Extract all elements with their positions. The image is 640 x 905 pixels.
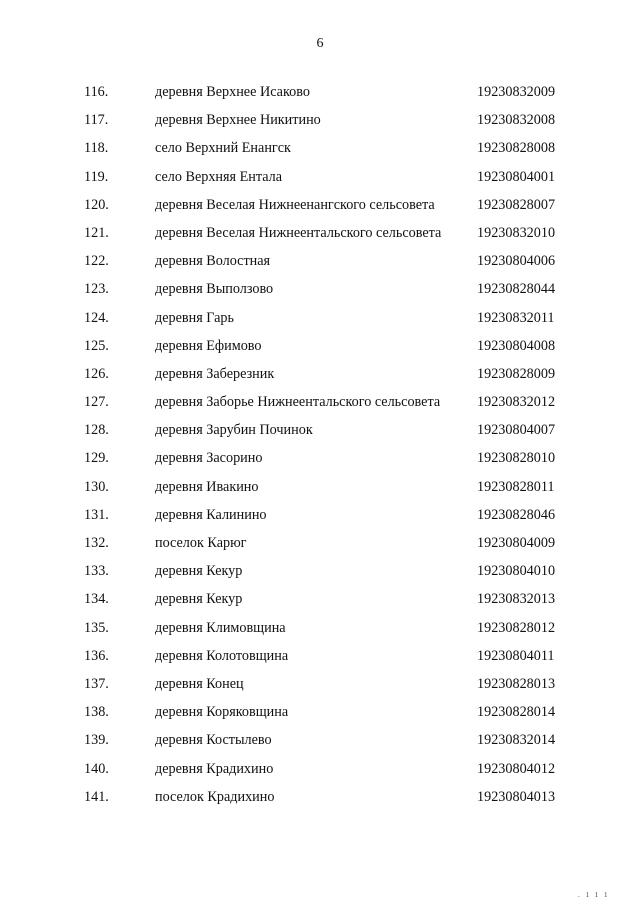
item-number: 136. — [84, 647, 109, 664]
settlement-code: 19230828011 — [477, 478, 555, 495]
settlement-name: поселок Карюг — [155, 535, 247, 551]
list-item — [0, 702, 640, 730]
list-item — [0, 589, 640, 617]
list-item — [0, 82, 640, 110]
list-item — [0, 364, 640, 392]
item-number: 119. — [84, 168, 109, 185]
settlement-code: 19230832012 — [477, 394, 556, 411]
settlement-name: деревня Заберезник — [155, 365, 275, 382]
item-number: 130. — [84, 478, 109, 495]
list-item — [0, 195, 640, 223]
settlement-code: 19230832010 — [477, 224, 556, 241]
settlement-code: 19230804001 — [477, 168, 556, 185]
item-number: 134. — [84, 591, 109, 608]
list-item — [0, 533, 640, 561]
settlement-code: 19230804011 — [477, 647, 555, 664]
item-number: 121. — [84, 224, 109, 241]
list-item — [0, 448, 640, 476]
list-item — [0, 110, 640, 138]
settlement-name: деревня Засорино — [155, 450, 263, 467]
settlement-code: 19230804006 — [477, 253, 556, 270]
settlement-code: 19230804010 — [477, 563, 556, 580]
settlement-name: деревня Верхнее Исаково — [155, 84, 310, 100]
list-item — [0, 308, 640, 336]
settlement-code: 19230832008 — [477, 112, 556, 129]
settlement-name: деревня Колотовщина — [155, 647, 289, 664]
list-item — [0, 251, 640, 279]
list-item — [0, 279, 640, 307]
list-item — [0, 674, 640, 702]
list-item — [0, 618, 640, 646]
settlement-code: 19230828007 — [477, 196, 556, 213]
item-number: 117. — [84, 112, 109, 129]
item-number: 138. — [84, 704, 109, 721]
settlement-name: деревня Калинино — [155, 506, 267, 523]
item-number: 141. — [84, 788, 109, 805]
item-number: 137. — [84, 675, 109, 692]
settlement-name: село Верхний Енангск — [155, 140, 291, 157]
scan-marks: . 1 1 1 — [578, 891, 610, 899]
settlement-name: деревня Зарубин Починок — [155, 422, 313, 439]
settlement-name: деревня Выползово — [155, 281, 274, 298]
item-number: 135. — [84, 619, 109, 636]
list-item — [0, 223, 640, 251]
settlement-name: деревня Волостная — [155, 253, 271, 270]
settlement-code: 19230804007 — [477, 422, 556, 439]
settlement-name: деревня Климовщина — [155, 619, 286, 636]
item-number: 124. — [84, 309, 109, 326]
settlement-code: 19230828010 — [477, 450, 556, 467]
item-number: 128. — [84, 422, 109, 439]
list-item — [0, 420, 640, 448]
settlement-name: деревня Коряковщина — [155, 704, 289, 721]
settlement-code: 19230828044 — [477, 281, 556, 298]
settlement-name: деревня Верхнее Никитино — [155, 112, 321, 129]
list-item — [0, 787, 640, 815]
list-item — [0, 392, 640, 420]
settlement-code: 19230828012 — [477, 619, 556, 636]
settlement-name: деревня Веселая Нижнеенангского сельсовета — [155, 196, 435, 213]
item-number: 116. — [84, 84, 109, 100]
item-number: 127. — [84, 394, 109, 411]
settlement-code: 19230804009 — [477, 535, 556, 551]
item-number: 140. — [84, 760, 109, 777]
settlement-list — [0, 82, 640, 815]
settlement-name: деревня Гарь — [155, 309, 234, 326]
settlement-name: поселок Крадихино — [155, 788, 275, 805]
settlement-code: 19230804012 — [477, 760, 556, 777]
item-number: 129. — [84, 450, 109, 467]
item-number: 131. — [84, 506, 109, 523]
settlement-code: 19230828013 — [477, 675, 556, 692]
list-item — [0, 730, 640, 758]
item-number: 123. — [84, 281, 109, 298]
settlement-code: 19230804008 — [477, 337, 556, 354]
settlement-name: деревня Кекур — [155, 591, 243, 608]
item-number: 120. — [84, 196, 109, 213]
list-item — [0, 505, 640, 533]
settlement-code: 19230804013 — [477, 788, 556, 805]
list-item — [0, 759, 640, 787]
settlement-name: деревня Веселая Нижнеентальского сельсовета — [155, 224, 442, 241]
settlement-name: деревня Костылево — [155, 732, 272, 749]
page-number: 6 — [316, 36, 324, 51]
settlement-name: деревня Кекур — [155, 563, 243, 580]
settlement-code: 19230832009 — [477, 84, 556, 100]
settlement-code: 19230828046 — [477, 506, 556, 523]
list-item — [0, 138, 640, 166]
item-number: 125. — [84, 337, 109, 354]
item-number: 133. — [84, 563, 109, 580]
list-item — [0, 336, 640, 364]
list-item — [0, 561, 640, 589]
item-number: 139. — [84, 732, 109, 749]
settlement-code: 19230828009 — [477, 365, 556, 382]
settlement-name: деревня Ефимово — [155, 337, 262, 354]
item-number: 132. — [84, 535, 109, 551]
settlement-name: село Верхняя Ентала — [155, 168, 283, 185]
settlement-code: 19230832014 — [477, 732, 556, 749]
settlement-code: 19230828014 — [477, 704, 556, 721]
settlement-code: 19230832011 — [477, 309, 555, 326]
settlement-code: 19230832013 — [477, 591, 556, 608]
settlement-name: деревня Ивакино — [155, 478, 259, 495]
settlement-code: 19230828008 — [477, 140, 556, 157]
item-number: 122. — [84, 253, 109, 270]
settlement-name: деревня Конец — [155, 675, 244, 692]
list-item — [0, 646, 640, 674]
list-item — [0, 477, 640, 505]
item-number: 118. — [84, 140, 109, 157]
settlement-name: деревня Крадихино — [155, 760, 274, 777]
settlement-name: деревня Заборье Нижнеентальского сельсовета — [155, 394, 441, 411]
list-item — [0, 167, 640, 195]
item-number: 126. — [84, 365, 109, 382]
